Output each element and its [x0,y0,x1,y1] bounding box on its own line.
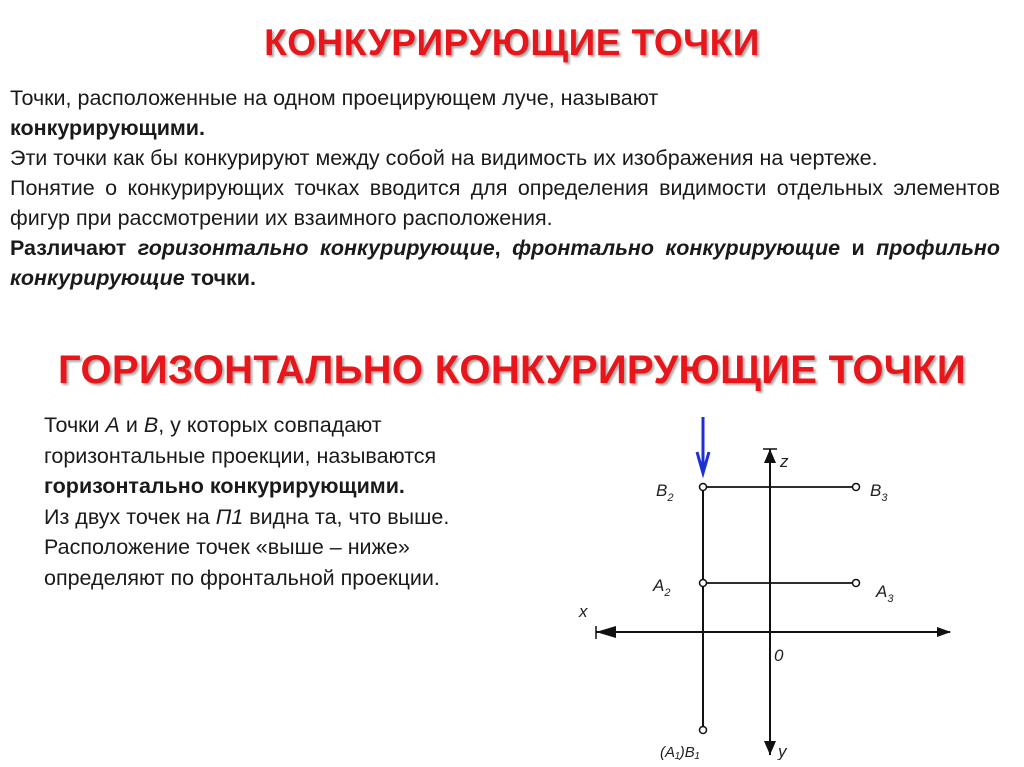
label-y: y [778,742,787,760]
point-a3 [853,580,860,587]
intro-p4-end: точки. [190,266,256,290]
label-a3: $A_3$ [876,582,894,605]
label-a1-b1: (A₁)B₁ [660,744,700,760]
intro-p4-comma: , [494,236,501,260]
intro-p4-and: и [851,236,865,260]
intro-p4-horizontal: горизонтально конкурирующие [137,236,495,260]
desc-d1: Точки [44,413,106,437]
label-z: z [780,452,789,471]
intro-paragraph-4 [10,233,1000,293]
point-b3 [853,484,860,491]
desc-d2-start: Из двух точек на [44,504,216,529]
desc-d1-end: . [398,474,405,498]
intro-paragraph-2: Эти точки как бы конкурируют между собой на видимость их изображения на чертеже. [10,146,878,170]
intro-paragraph-3: Понятие о конкурирующих точках вводится для определения видимости отдельных элементов фигур при рассмотрении их взаимного расположения. [10,176,1000,230]
desc-d1-rest: , у которых совпадают горизонтальные проекции, называются [44,413,437,468]
label-origin: 0 [774,646,784,665]
y-arrowhead [764,741,776,755]
desc-point-b: В [143,413,159,437]
label-b2: $B_2$ [656,481,674,504]
description-paragraph-2 [44,502,494,594]
point-a2 [700,580,707,587]
intro-paragraph-1 [10,83,1000,143]
section-subtitle: ГОРИЗОНТАЛЬНО КОНКУРИРУЮЩИЕ ТОЧКИ [58,348,966,392]
desc-plane-p1: П1 [215,504,244,529]
point-b2 [700,484,707,491]
intro-text [10,83,1000,293]
desc-point-a: А [105,413,120,437]
point-a1-b1 [700,727,707,734]
intro-p1-term: конкурирующими [10,116,200,140]
intro-p4-frontal: фронтально конкурирующие [512,236,841,260]
label-b3: $B_3$ [870,481,888,504]
label-a2: $A_2$ [653,576,671,599]
label-x: x [579,602,588,621]
intro-p4-profile: профильно конкурирующие [10,236,1000,290]
desc-d2-rest: видна та, что выше. Расположение точек «выше – ниже» определяют по фронтальной проекции. [44,504,450,590]
desc-and: и [119,413,144,437]
intro-p4-a: Различают [10,236,127,260]
z-arrowhead [764,449,776,463]
page-title: КОНКУРИРУЮЩИЕ ТОЧКИ [264,22,760,63]
projection-diagram [560,405,980,760]
description-paragraph-1 [44,410,494,502]
description-text [44,410,494,593]
x-arrowhead-left [596,626,616,638]
intro-p1-end: . [199,116,206,140]
desc-term: горизонтально конкурирующими [44,474,399,498]
intro-p1-text: Точки, расположенные на одном проецирующем луче, называют [10,86,659,110]
